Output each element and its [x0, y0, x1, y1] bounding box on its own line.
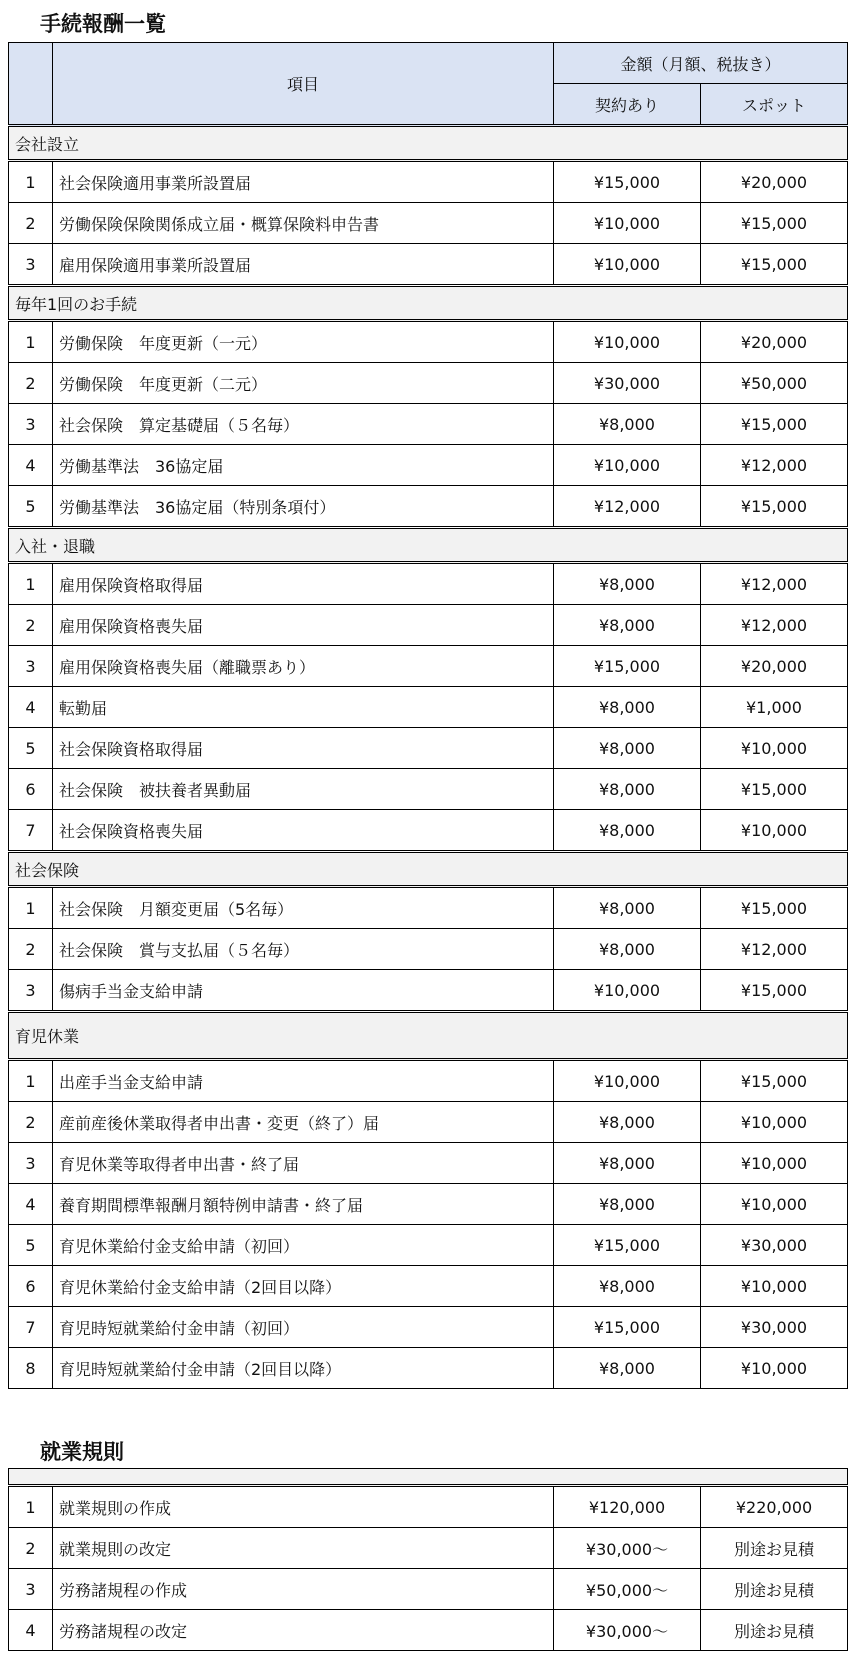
row-contract-price: ¥12,000 [553, 486, 700, 528]
rules-title: 就業規則 [40, 1440, 124, 1464]
row-number: 4 [9, 445, 53, 486]
table-row [9, 687, 848, 728]
row-number: 3 [9, 404, 53, 445]
row-name: 社会保険 月額変更届（5名毎） [53, 887, 554, 929]
table-row [9, 1102, 848, 1143]
row-name: 労働基準法 36協定届（特別条項付） [53, 486, 554, 528]
row-name: 雇用保険資格取得届 [53, 563, 554, 605]
row-contract-price: ¥10,000 [553, 203, 700, 244]
header-contract: 契約あり [553, 84, 700, 126]
table-row [9, 244, 848, 286]
section-row [9, 1012, 848, 1060]
row-number: 2 [9, 929, 53, 970]
row-contract-price: ¥50,000～ [554, 1569, 701, 1610]
row-contract-price: ¥10,000 [553, 1060, 700, 1102]
row-spot-price: ¥12,000 [700, 605, 847, 646]
table-row [9, 1225, 848, 1266]
table-row [9, 1486, 848, 1528]
row-spot-price: ¥30,000 [700, 1307, 847, 1348]
row-contract-price: ¥8,000 [553, 1143, 700, 1184]
row-number: 7 [9, 1307, 53, 1348]
row-name: 育児休業給付金支給申請（初回） [53, 1225, 554, 1266]
row-name: 育児休業給付金支給申請（2回目以降） [53, 1266, 554, 1307]
row-number: 1 [9, 563, 53, 605]
row-name: 雇用保険適用事業所設置届 [53, 244, 554, 286]
fee-table-body [9, 126, 848, 1389]
row-spot-price: ¥10,000 [700, 810, 847, 852]
table-row [9, 1307, 848, 1348]
row-spot-price: ¥12,000 [700, 445, 847, 486]
row-contract-price: ¥8,000 [553, 1266, 700, 1307]
page-title: 手続報酬一覧 [40, 12, 166, 36]
row-contract-price: ¥8,000 [553, 687, 700, 728]
table-row [9, 321, 848, 363]
table-row [9, 605, 848, 646]
row-number: 6 [9, 769, 53, 810]
row-name: 社会保険適用事業所設置届 [53, 161, 554, 203]
row-spot-price: ¥220,000 [701, 1486, 848, 1528]
row-name: 労働保険保険関係成立届・概算保険料申告書 [53, 203, 554, 244]
row-number: 2 [9, 605, 53, 646]
row-contract-price: ¥30,000 [553, 363, 700, 404]
row-spot-price: ¥15,000 [700, 203, 847, 244]
row-number: 6 [9, 1266, 53, 1307]
row-name: 労働基準法 36協定届 [53, 445, 554, 486]
row-spot-price: ¥20,000 [700, 161, 847, 203]
section-title: 社会保険 [9, 852, 848, 887]
rules-table-body [9, 1469, 848, 1651]
row-contract-price: ¥8,000 [553, 769, 700, 810]
table-row [9, 769, 848, 810]
row-contract-price: ¥15,000 [553, 161, 700, 203]
row-contract-price: ¥120,000 [554, 1486, 701, 1528]
row-number: 1 [9, 321, 53, 363]
row-number: 3 [9, 970, 53, 1012]
table-row [9, 1266, 848, 1307]
row-name: 育児時短就業給付金申請（2回目以降） [53, 1348, 554, 1389]
row-contract-price: ¥8,000 [553, 404, 700, 445]
row-number: 1 [9, 1486, 53, 1528]
table-row [9, 1569, 848, 1610]
row-spot-price: ¥15,000 [700, 1060, 847, 1102]
row-spot-price: ¥20,000 [700, 646, 847, 687]
row-number: 2 [9, 363, 53, 404]
row-number: 8 [9, 1348, 53, 1389]
header-amount: 金額（月額、税抜き） [553, 43, 847, 84]
row-spot-price: ¥10,000 [700, 1102, 847, 1143]
row-name: 傷病手当金支給申請 [53, 970, 554, 1012]
row-name: 転勤届 [53, 687, 554, 728]
row-name: 出産手当金支給申請 [53, 1060, 554, 1102]
table-row [9, 970, 848, 1012]
row-spot-price: ¥15,000 [700, 404, 847, 445]
row-name: 労務諸規程の改定 [53, 1610, 554, 1651]
row-contract-price: ¥8,000 [553, 605, 700, 646]
table-row [9, 929, 848, 970]
row-spot-price: ¥10,000 [700, 1184, 847, 1225]
header-spot: スポット [700, 84, 847, 126]
row-contract-price: ¥10,000 [553, 445, 700, 486]
row-spot-price: ¥10,000 [700, 1266, 847, 1307]
section-row [9, 852, 848, 887]
section-title: 会社設立 [9, 126, 848, 161]
row-number: 2 [9, 1528, 53, 1569]
row-contract-price: ¥10,000 [553, 244, 700, 286]
table-row [9, 486, 848, 528]
row-spot-price: ¥1,000 [700, 687, 847, 728]
row-name: 労働保険 年度更新（二元） [53, 363, 554, 404]
row-spot-price: ¥15,000 [700, 486, 847, 528]
row-number: 2 [9, 203, 53, 244]
row-contract-price: ¥10,000 [553, 970, 700, 1012]
row-contract-price: ¥15,000 [553, 1307, 700, 1348]
row-contract-price: ¥15,000 [553, 646, 700, 687]
section-row [9, 126, 848, 161]
row-number: 3 [9, 646, 53, 687]
table-row [9, 445, 848, 486]
table-row [9, 404, 848, 445]
row-number: 1 [9, 161, 53, 203]
row-name: 社会保険 賞与支払届（５名毎） [53, 929, 554, 970]
row-contract-price: ¥30,000～ [554, 1610, 701, 1651]
rules-header-blank [9, 1469, 848, 1486]
row-number: 5 [9, 1225, 53, 1266]
table-row [9, 1060, 848, 1102]
row-name: 労務諸規程の作成 [53, 1569, 554, 1610]
row-number: 2 [9, 1102, 53, 1143]
section-title: 入社・退職 [9, 528, 848, 563]
row-spot-price: ¥15,000 [700, 970, 847, 1012]
row-spot-price: ¥10,000 [700, 1348, 847, 1389]
row-spot-price: ¥10,000 [700, 728, 847, 769]
header-item: 項目 [53, 43, 554, 126]
section-row [9, 528, 848, 563]
section-row [9, 286, 848, 321]
section-title: 毎年1回のお手続 [9, 286, 848, 321]
row-contract-price: ¥8,000 [553, 1102, 700, 1143]
table-row [9, 363, 848, 404]
section-title: 育児休業 [9, 1012, 848, 1060]
row-number: 4 [9, 1610, 53, 1651]
table-row [9, 161, 848, 203]
row-name: 社会保険資格取得届 [53, 728, 554, 769]
row-spot-price: 別途お見積 [701, 1569, 848, 1610]
row-contract-price: ¥10,000 [553, 321, 700, 363]
row-number: 4 [9, 1184, 53, 1225]
row-number: 3 [9, 244, 53, 286]
row-spot-price: 別途お見積 [701, 1528, 848, 1569]
table-row [9, 1143, 848, 1184]
fee-table [8, 42, 848, 1389]
row-spot-price: ¥30,000 [700, 1225, 847, 1266]
row-spot-price: ¥50,000 [700, 363, 847, 404]
row-spot-price: ¥12,000 [700, 929, 847, 970]
row-name: 就業規則の作成 [53, 1486, 554, 1528]
row-number: 1 [9, 1060, 53, 1102]
row-number: 7 [9, 810, 53, 852]
table-row [9, 563, 848, 605]
row-contract-price: ¥8,000 [553, 1348, 700, 1389]
row-number: 4 [9, 687, 53, 728]
row-contract-price: ¥8,000 [553, 728, 700, 769]
row-spot-price: ¥15,000 [700, 887, 847, 929]
row-spot-price: ¥15,000 [700, 244, 847, 286]
row-number: 5 [9, 728, 53, 769]
table-row [9, 887, 848, 929]
row-name: 社会保険資格喪失届 [53, 810, 554, 852]
table-row [9, 810, 848, 852]
row-number: 1 [9, 887, 53, 929]
table-row [9, 203, 848, 244]
row-name: 労働保険 年度更新（一元） [53, 321, 554, 363]
row-contract-price: ¥8,000 [553, 929, 700, 970]
table-row [9, 1184, 848, 1225]
row-spot-price: ¥20,000 [700, 321, 847, 363]
row-name: 養育期間標準報酬月額特例申請書・終了届 [53, 1184, 554, 1225]
row-number: 5 [9, 486, 53, 528]
row-number: 3 [9, 1569, 53, 1610]
row-name: 雇用保険資格喪失届 [53, 605, 554, 646]
table-row [9, 728, 848, 769]
table-row [9, 1528, 848, 1569]
row-contract-price: ¥8,000 [553, 810, 700, 852]
row-name: 産前産後休業取得者申出書・変更（終了）届 [53, 1102, 554, 1143]
row-contract-price: ¥8,000 [553, 887, 700, 929]
row-contract-price: ¥8,000 [553, 563, 700, 605]
row-number: 3 [9, 1143, 53, 1184]
row-name: 育児休業等取得者申出書・終了届 [53, 1143, 554, 1184]
row-spot-price: ¥15,000 [700, 769, 847, 810]
header-number [9, 43, 53, 126]
table-row [9, 1610, 848, 1651]
row-name: 社会保険 算定基礎届（５名毎） [53, 404, 554, 445]
row-name: 育児時短就業給付金申請（初回） [53, 1307, 554, 1348]
row-contract-price: ¥15,000 [553, 1225, 700, 1266]
row-spot-price: ¥12,000 [700, 563, 847, 605]
table-row [9, 646, 848, 687]
rules-table [8, 1468, 848, 1651]
row-name: 就業規則の改定 [53, 1528, 554, 1569]
row-name: 社会保険 被扶養者異動届 [53, 769, 554, 810]
table-row [9, 1348, 848, 1389]
row-contract-price: ¥30,000～ [554, 1528, 701, 1569]
row-spot-price: ¥10,000 [700, 1143, 847, 1184]
row-contract-price: ¥8,000 [553, 1184, 700, 1225]
row-spot-price: 別途お見積 [701, 1610, 848, 1651]
row-name: 雇用保険資格喪失届（離職票あり） [53, 646, 554, 687]
